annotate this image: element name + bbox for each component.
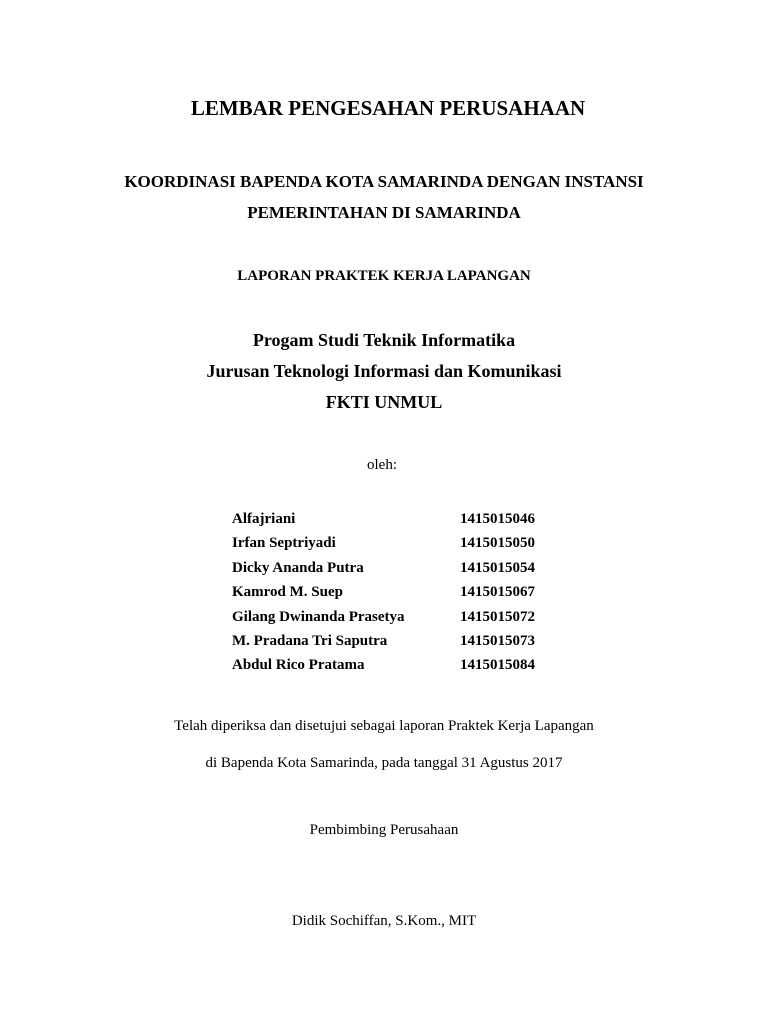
by-label: oleh: (367, 457, 397, 473)
student-name: Gilang Dwinanda Prasetya (232, 608, 405, 625)
supervisor-label: Pembimbing Perusahaan (309, 822, 459, 838)
student-nim: 1415015084 (460, 657, 535, 674)
faculty: FKTI UNMUL (325, 392, 443, 412)
study-program: Progam Studi Teknik Informatika (252, 330, 516, 350)
department: Jurusan Teknologi Informasi dan Komunikasi (206, 361, 562, 381)
document-title: LEMBAR PENGESAHAN PERUSAHAAN (190, 96, 586, 120)
student-nim: 1415015072 (460, 608, 535, 625)
subtitle-line-2: PEMERINTAHAN DI SAMARINDA (247, 203, 521, 222)
student-nim: 1415015054 (460, 559, 535, 576)
student-name: Kamrod M. Suep (232, 584, 343, 601)
student-name: Alfajriani (232, 511, 296, 527)
student-name: M. Pradana Tri Saputra (232, 632, 388, 649)
approval-statement-line-1: Telah diperiksa dan disetujui sebagai laporan Praktek Kerja Lapangan (174, 718, 594, 734)
report-type: LAPORAN PRAKTEK KERJA LAPANGAN (237, 268, 531, 284)
student-row (232, 558, 552, 582)
student-row (232, 582, 552, 606)
student-row (232, 533, 552, 557)
student-name: Irfan Septriyadi (232, 535, 336, 552)
student-row (232, 655, 552, 679)
supervisor-name: Didik Sochiffan, S.Kom., MIT (291, 913, 477, 929)
approval-statement-line-2: di Bapenda Kota Samarinda, pada tanggal 31 Agustus 2017 (205, 755, 563, 771)
student-nim: 1415015050 (460, 535, 535, 552)
student-row (232, 631, 552, 655)
student-nim: 1415015073 (460, 632, 535, 649)
student-name: Dicky Ananda Putra (232, 559, 364, 576)
student-nim: 1415015067 (460, 584, 535, 601)
subtitle-line-1: KOORDINASI BAPENDA KOTA SAMARINDA DENGAN INSTANSI (124, 172, 644, 191)
student-list (232, 509, 552, 680)
student-nim: 1415015046 (460, 511, 535, 527)
student-name: Abdul Rico Pratama (232, 657, 365, 674)
student-row (232, 509, 552, 533)
student-row (232, 607, 552, 631)
